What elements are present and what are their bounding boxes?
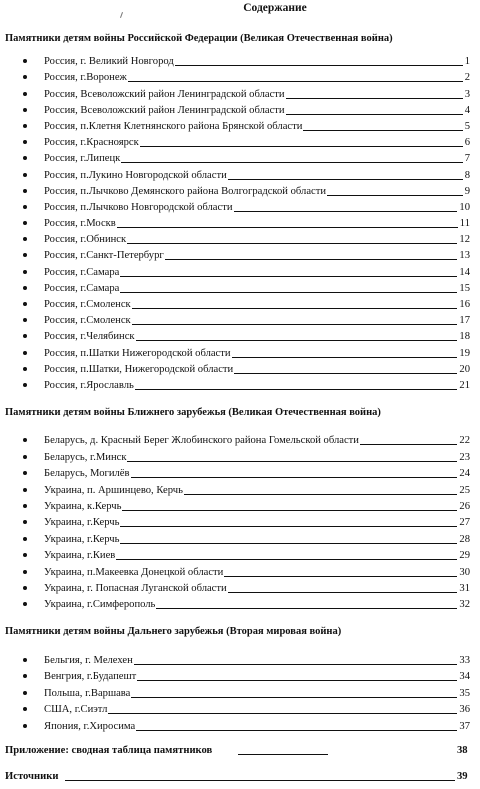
toc-entry-label: Россия, г.Смоленск — [44, 315, 131, 327]
toc-entry-label: Украина, к.Керчь — [44, 500, 122, 512]
toc-entry-page: 23 — [459, 451, 470, 463]
toc-entry-page: 29 — [459, 550, 470, 562]
toc-entry[interactable] — [0, 149, 480, 165]
section-heading-near-abroad: Памятники детям войны Ближнего зарубежья (Великая Отечественная война) — [5, 407, 381, 418]
toc-entry-label: Россия, г.Липецк — [44, 153, 121, 165]
toc-entry-label: Беларусь, г.Минск — [44, 451, 127, 463]
section-heading-russia: Памятники детям войны Российской Федерации (Великая Отечественная война) — [5, 33, 393, 44]
toc-entry[interactable] — [0, 650, 480, 667]
toc-entry[interactable] — [0, 165, 480, 181]
bullet-icon — [23, 59, 27, 63]
leader-line — [175, 65, 463, 66]
leader-line — [286, 98, 463, 99]
bullet-icon — [23, 302, 27, 306]
toc-list-russia — [0, 52, 480, 392]
bullet-icon — [23, 92, 27, 96]
toc-entry-page: 10 — [459, 201, 470, 213]
bullet-icon — [23, 205, 27, 209]
toc-entry-page: 30 — [459, 566, 470, 578]
bullet-icon — [23, 674, 27, 678]
toc-entry-page: 6 — [464, 137, 470, 149]
leader-line — [165, 259, 457, 260]
toc-entry-label: Украина, г.Керчь — [44, 533, 120, 545]
bullet-icon — [23, 504, 27, 508]
toc-entry[interactable] — [0, 52, 480, 68]
toc-entry-label: Россия, г.Красноярск — [44, 137, 139, 149]
leader-line — [120, 526, 457, 527]
leader-line — [134, 664, 457, 665]
toc-entry-page: 21 — [459, 379, 470, 391]
leader-line — [121, 162, 463, 163]
bullet-icon — [23, 189, 27, 193]
toc-entry[interactable] — [0, 376, 480, 392]
bullet-icon — [23, 537, 27, 541]
toc-entry-page: 19 — [459, 347, 470, 359]
toc-entry-label: Россия, г.Ярославль — [44, 379, 134, 391]
toc-entry-label: Украина, г.Керчь — [44, 517, 120, 529]
toc-entry[interactable] — [0, 595, 480, 611]
leader-line — [303, 130, 463, 131]
leader-line — [136, 340, 457, 341]
toc-entry-label: Украина, г.Симферополь — [44, 599, 156, 611]
leader-line — [122, 510, 457, 511]
toc-entry-label: Украина, г.Киев — [44, 550, 116, 562]
toc-entry-page: 18 — [459, 331, 470, 343]
leader-line — [128, 81, 463, 82]
bullet-icon — [23, 570, 27, 574]
bullet-icon — [23, 707, 27, 711]
toc-entry-page: 15 — [459, 282, 470, 294]
toc-entry-page: 28 — [459, 533, 470, 545]
toc-entry[interactable] — [0, 230, 480, 246]
toc-entry-label: Россия, г.Москв — [44, 218, 116, 230]
bullet-icon — [23, 520, 27, 524]
toc-entry-label: Бельгия, г. Мелехен — [44, 654, 133, 666]
bullet-icon — [23, 75, 27, 79]
leader-line — [184, 494, 457, 495]
leader-line — [286, 114, 463, 115]
toc-entry-label: США, г.Сиэтл — [44, 704, 108, 716]
toc-entry-label: Россия, п.Лукино Новгородской области — [44, 169, 227, 181]
toc-entry-label: Россия, г.Челябинск — [44, 331, 135, 343]
bullet-icon — [23, 124, 27, 128]
toc-entry[interactable] — [0, 182, 480, 198]
toc-entry[interactable] — [0, 497, 480, 513]
leader-line — [228, 592, 457, 593]
toc-entry-page: 32 — [459, 599, 470, 611]
toc-entry[interactable] — [0, 546, 480, 562]
bullet-icon — [23, 488, 27, 492]
toc-entry-page: 25 — [459, 484, 470, 496]
leader-line — [120, 543, 457, 544]
appendix-leader — [238, 754, 328, 755]
toc-entry-label: Россия, г.Воронеж — [44, 72, 127, 84]
bullet-icon — [23, 108, 27, 112]
toc-entry-label: Россия, г.Санкт-Петербург — [44, 250, 164, 262]
toc-entry[interactable] — [0, 579, 480, 595]
toc-entry-page: 16 — [459, 299, 470, 310]
toc-entry-label: Россия, Всеволожский район Ленинградской области — [44, 88, 285, 100]
toc-entry[interactable] — [0, 360, 480, 376]
toc-entry-label: Беларусь, д. Красный Берег Жлобинского района Гомельской области — [44, 435, 359, 447]
toc-entry-page: 34 — [459, 671, 470, 683]
bullet-icon — [23, 351, 27, 355]
toc-entry-page: 8 — [464, 169, 470, 181]
leader-line — [116, 559, 457, 560]
toc-entry[interactable] — [0, 214, 480, 230]
appendix-label: Приложение: сводная таблица памятников — [5, 745, 213, 756]
toc-entry-label: Россия, п.Лычково Демянского района Волгоградской области — [44, 185, 327, 197]
toc-entry-page: 22 — [459, 435, 470, 447]
toc-entry-label: Россия, п.Шатки, Нижегородской области — [44, 363, 234, 375]
toc-entry-label: Россия, г. Великий Новгород — [44, 56, 174, 68]
bullet-icon — [23, 253, 27, 257]
toc-entry-label: Россия, п.Лычково Новгородской области — [44, 201, 233, 213]
leader-line — [108, 713, 457, 714]
leader-line — [135, 389, 457, 390]
page-title: Содержание — [243, 2, 307, 14]
bullet-icon — [23, 658, 27, 662]
section-heading-far-abroad: Памятники детям войны Дальнего зарубежья (Вторая мировая война) — [5, 626, 342, 637]
sources-leader — [65, 780, 455, 781]
leader-line — [360, 444, 457, 445]
bullet-icon — [23, 334, 27, 338]
toc-entry[interactable] — [0, 667, 480, 684]
leader-line — [137, 680, 457, 681]
toc-entry-page: 12 — [459, 234, 470, 246]
toc-entry-page: 36 — [459, 704, 470, 716]
appendix-entry[interactable] — [5, 741, 475, 757]
toc-entry-page: 9 — [464, 185, 470, 197]
toc-entry[interactable] — [0, 117, 480, 133]
toc-entry-label: Россия, г.Смоленск — [44, 299, 131, 310]
toc-entry-page: 31 — [459, 582, 470, 594]
toc-entry[interactable] — [0, 513, 480, 529]
bullet-icon — [23, 455, 27, 459]
toc-list-far-abroad — [0, 650, 480, 733]
toc-entry[interactable] — [0, 311, 480, 327]
toc-entry-page: 37 — [459, 720, 470, 732]
leader-line — [140, 146, 463, 147]
leader-line — [136, 730, 457, 731]
toc-entry-label: Россия, г.Самара — [44, 266, 120, 278]
bullet-icon — [23, 438, 27, 442]
toc-entry-label: Украина, п.Макеевка Донецкой области — [44, 566, 224, 578]
toc-entry-page: 14 — [459, 266, 470, 278]
bullet-icon — [23, 471, 27, 475]
sources-label: Источники — [5, 771, 59, 782]
toc-entry-page: 26 — [459, 500, 470, 512]
toc-entry[interactable] — [0, 133, 480, 149]
bullet-icon — [23, 156, 27, 160]
bullet-icon — [23, 173, 27, 177]
toc-entry[interactable] — [0, 327, 480, 343]
toc-entry[interactable] — [0, 716, 480, 733]
toc-entry-page: 11 — [459, 218, 470, 230]
toc-entry-label: Венгрия, г.Будапешт — [44, 671, 137, 683]
leader-line — [120, 276, 457, 277]
toc-entry-page: 35 — [459, 687, 470, 699]
leader-line — [132, 308, 457, 309]
bullet-icon — [23, 270, 27, 274]
appendix-page: 38 — [457, 745, 468, 756]
toc-entry[interactable] — [0, 700, 480, 717]
toc-entry-label: Россия, г.Самара — [44, 282, 120, 294]
toc-entry[interactable] — [0, 198, 480, 214]
toc-entry[interactable] — [0, 279, 480, 295]
toc-list-near-abroad — [0, 431, 480, 611]
toc-entry-page: 4 — [464, 104, 470, 116]
toc-entry[interactable] — [0, 529, 480, 545]
toc-entry-label: Украина, г. Попасная Луганской области — [44, 582, 227, 594]
bullet-icon — [23, 286, 27, 290]
toc-entry[interactable] — [0, 101, 480, 117]
toc-entry[interactable] — [0, 343, 480, 359]
leader-line — [120, 292, 457, 293]
toc-entry-page: 20 — [459, 363, 470, 375]
leader-line — [117, 227, 458, 228]
leader-line — [131, 697, 457, 698]
toc-entry-page: 1 — [464, 56, 470, 68]
toc-entry[interactable] — [0, 464, 480, 480]
toc-entry-page: 3 — [464, 88, 470, 100]
toc-entry-label: Россия, Всеволожский район Ленинградской области — [44, 104, 285, 116]
toc-entry-page: 13 — [459, 250, 470, 262]
toc-entry-label: Беларусь, Могилёв — [44, 468, 130, 480]
bullet-icon — [23, 237, 27, 241]
leader-line — [132, 324, 457, 325]
bullet-icon — [23, 724, 27, 728]
toc-entry-page: 24 — [459, 468, 470, 480]
bullet-icon — [23, 318, 27, 322]
leader-line — [228, 179, 463, 180]
toc-entry[interactable] — [0, 431, 480, 447]
toc-entry[interactable] — [0, 246, 480, 262]
toc-entry[interactable] — [0, 480, 480, 496]
bullet-icon — [23, 586, 27, 590]
leader-line — [127, 461, 457, 462]
leader-line — [232, 357, 457, 358]
sources-entry[interactable] — [5, 767, 475, 783]
toc-entry[interactable] — [0, 68, 480, 84]
leader-line — [127, 243, 457, 244]
sources-page: 39 — [457, 771, 468, 782]
toc-entry-page: 2 — [464, 72, 470, 84]
toc-entry[interactable] — [0, 295, 480, 311]
toc-entry-label: Россия, п.Шатки Нижегородской области — [44, 347, 231, 359]
toc-entry-page: 5 — [464, 120, 470, 132]
bullet-icon — [23, 383, 27, 387]
toc-entry-label: Россия, г.Обнинск — [44, 234, 127, 246]
leader-line — [234, 373, 457, 374]
toc-entry-page: 17 — [459, 315, 470, 327]
leader-line — [224, 576, 457, 577]
toc-entry-label: Россия, п.Клетня Клетнянского района Брянской области — [44, 120, 303, 132]
toc-entry-page: 7 — [464, 153, 470, 165]
toc-entry[interactable] — [0, 262, 480, 278]
toc-entry-page: 33 — [459, 654, 470, 666]
bullet-icon — [23, 140, 27, 144]
toc-entry-label: Украина, п. Аршинцево, Керчь — [44, 484, 183, 496]
leader-line — [156, 608, 457, 609]
toc-entry-page: 27 — [459, 517, 470, 529]
bullet-icon — [23, 602, 27, 606]
bullet-icon — [23, 221, 27, 225]
toc-entry[interactable] — [0, 447, 480, 463]
toc-entry-label: Япония, г.Хиросима — [44, 720, 136, 732]
toc-entry-label: Польша, г.Варшава — [44, 687, 131, 699]
toc-entry[interactable] — [0, 84, 480, 100]
toc-entry[interactable] — [0, 562, 480, 578]
leader-line — [327, 195, 463, 196]
bullet-icon — [23, 553, 27, 557]
bullet-icon — [23, 367, 27, 371]
leader-line — [131, 477, 457, 478]
leader-line — [234, 211, 457, 212]
toc-entry[interactable] — [0, 683, 480, 700]
bullet-icon — [23, 691, 27, 695]
